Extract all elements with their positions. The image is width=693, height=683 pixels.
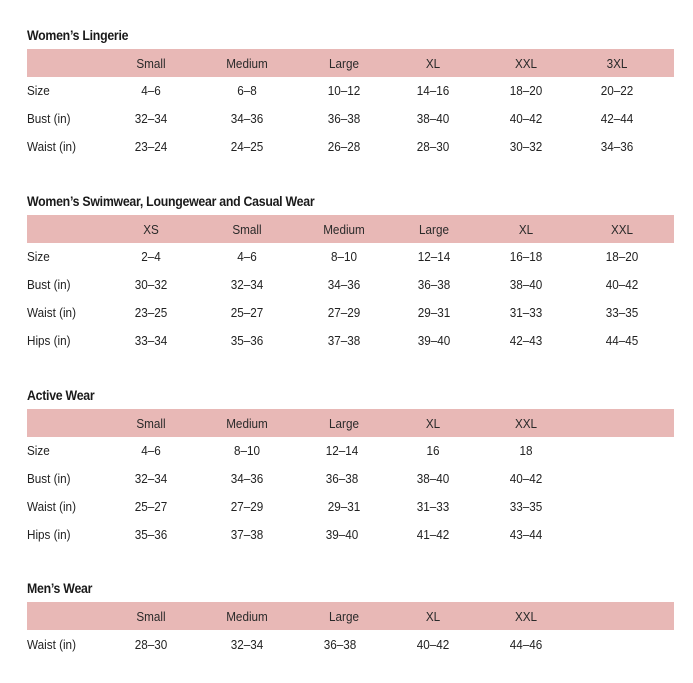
table-cell: 2–4 <box>141 249 161 264</box>
table-cell: 33–35 <box>509 499 543 514</box>
table-cell: 34–36 <box>327 277 361 292</box>
row-label: Size <box>27 249 50 264</box>
table-cell: 37–38 <box>230 527 264 542</box>
table-cell: 40–42 <box>416 637 450 652</box>
table-cell: 25–27 <box>134 499 168 514</box>
table-cell: 16–18 <box>509 249 543 264</box>
table-cell: 30–32 <box>134 277 168 292</box>
column-header: XL <box>425 609 441 624</box>
table-cell: 34–36 <box>600 139 634 154</box>
row-label: Waist (in) <box>27 637 76 652</box>
table-cell: 36–38 <box>327 111 361 126</box>
row-label: Bust (in) <box>27 111 71 126</box>
table-cell: 16 <box>426 443 440 458</box>
column-header: Small <box>136 416 166 431</box>
table-cell: 40–42 <box>509 111 543 126</box>
table-cell: 38–40 <box>509 277 543 292</box>
table-cell: 40–42 <box>509 471 543 486</box>
table-cell: 39–40 <box>417 333 451 348</box>
table-cell: 18–20 <box>605 249 639 264</box>
column-header: Small <box>232 222 262 237</box>
table-cell: 6–8 <box>237 83 257 98</box>
table-cell: 44–45 <box>605 333 639 348</box>
column-header: XS <box>143 222 159 237</box>
table-cell: 26–28 <box>327 139 361 154</box>
table-cell: 27–29 <box>327 305 361 320</box>
row-label: Hips (in) <box>27 527 71 542</box>
table-cell: 42–44 <box>600 111 634 126</box>
table-cell: 24–25 <box>230 139 264 154</box>
row-label: Waist (in) <box>27 139 76 154</box>
table-cell: 23–25 <box>134 305 168 320</box>
table-cell: 32–34 <box>230 637 264 652</box>
table-cell: 32–34 <box>134 111 168 126</box>
table-cell: 27–29 <box>230 499 264 514</box>
table-title: Men’s Wear <box>27 580 93 596</box>
table-cell: 30–32 <box>509 139 543 154</box>
column-header: XXL <box>514 416 538 431</box>
column-header: XL <box>518 222 534 237</box>
table-cell: 38–40 <box>416 111 450 126</box>
column-header: XXL <box>514 56 538 71</box>
table-cell: 36–38 <box>325 471 359 486</box>
table-title: Active Wear <box>27 387 95 403</box>
table-title: Women’s Lingerie <box>27 27 129 43</box>
table-cell: 8–10 <box>330 249 358 264</box>
table-cell: 37–38 <box>327 333 361 348</box>
table-cell: 39–40 <box>325 527 359 542</box>
table-cell: 40–42 <box>605 277 639 292</box>
table-cell: 32–34 <box>230 277 264 292</box>
table-cell: 18–20 <box>509 83 543 98</box>
table-cell: 12–14 <box>325 443 359 458</box>
column-header: Small <box>136 56 166 71</box>
table-cell: 29–31 <box>417 305 451 320</box>
table-cell: 20–22 <box>600 83 634 98</box>
table-cell: 8–10 <box>233 443 261 458</box>
column-header: Large <box>329 56 359 71</box>
table-cell: 36–38 <box>417 277 451 292</box>
table-cell: 32–34 <box>134 471 168 486</box>
row-label: Size <box>27 443 50 458</box>
table-cell: 38–40 <box>416 471 450 486</box>
column-header: XXL <box>514 609 538 624</box>
column-header: XL <box>425 416 441 431</box>
table-cell: 25–27 <box>230 305 264 320</box>
table-cell: 14–16 <box>416 83 450 98</box>
row-label: Waist (in) <box>27 499 76 514</box>
table-cell: 28–30 <box>134 637 168 652</box>
table-cell: 4–6 <box>141 443 161 458</box>
row-label: Bust (in) <box>27 277 71 292</box>
column-header: XL <box>425 56 441 71</box>
row-label: Waist (in) <box>27 305 76 320</box>
table-cell: 34–36 <box>230 471 264 486</box>
column-header: Large <box>329 609 359 624</box>
row-label: Size <box>27 83 50 98</box>
table-cell: 23–24 <box>134 139 168 154</box>
table-cell: 31–33 <box>509 305 543 320</box>
table-cell: 35–36 <box>134 527 168 542</box>
table-cell: 42–43 <box>509 333 543 348</box>
column-header: Medium <box>226 416 268 431</box>
table-cell: 10–12 <box>327 83 361 98</box>
table-cell: 18 <box>519 443 533 458</box>
column-header: Large <box>329 416 359 431</box>
table-cell: 36–38 <box>323 637 357 652</box>
table-cell: 41–42 <box>416 527 450 542</box>
column-header: 3XL <box>606 56 628 71</box>
table-cell: 44–46 <box>509 637 543 652</box>
table-cell: 29–31 <box>327 499 361 514</box>
column-header: Large <box>419 222 449 237</box>
row-label: Hips (in) <box>27 333 71 348</box>
table-cell: 4–6 <box>237 249 257 264</box>
table-cell: 33–35 <box>605 305 639 320</box>
table-cell: 34–36 <box>230 111 264 126</box>
table-title: Women’s Swimwear, Loungewear and Casual Wear <box>27 193 315 209</box>
table-cell: 33–34 <box>134 333 168 348</box>
table-cell: 31–33 <box>416 499 450 514</box>
table-cell: 4–6 <box>141 83 161 98</box>
table-cell: 43–44 <box>509 527 543 542</box>
column-header: Medium <box>323 222 365 237</box>
column-header: Medium <box>226 609 268 624</box>
table-cell: 28–30 <box>416 139 450 154</box>
column-header: Medium <box>226 56 268 71</box>
column-header: Small <box>136 609 166 624</box>
table-cell: 12–14 <box>417 249 451 264</box>
column-header: XXL <box>610 222 634 237</box>
table-cell: 35–36 <box>230 333 264 348</box>
row-label: Bust (in) <box>27 471 71 486</box>
